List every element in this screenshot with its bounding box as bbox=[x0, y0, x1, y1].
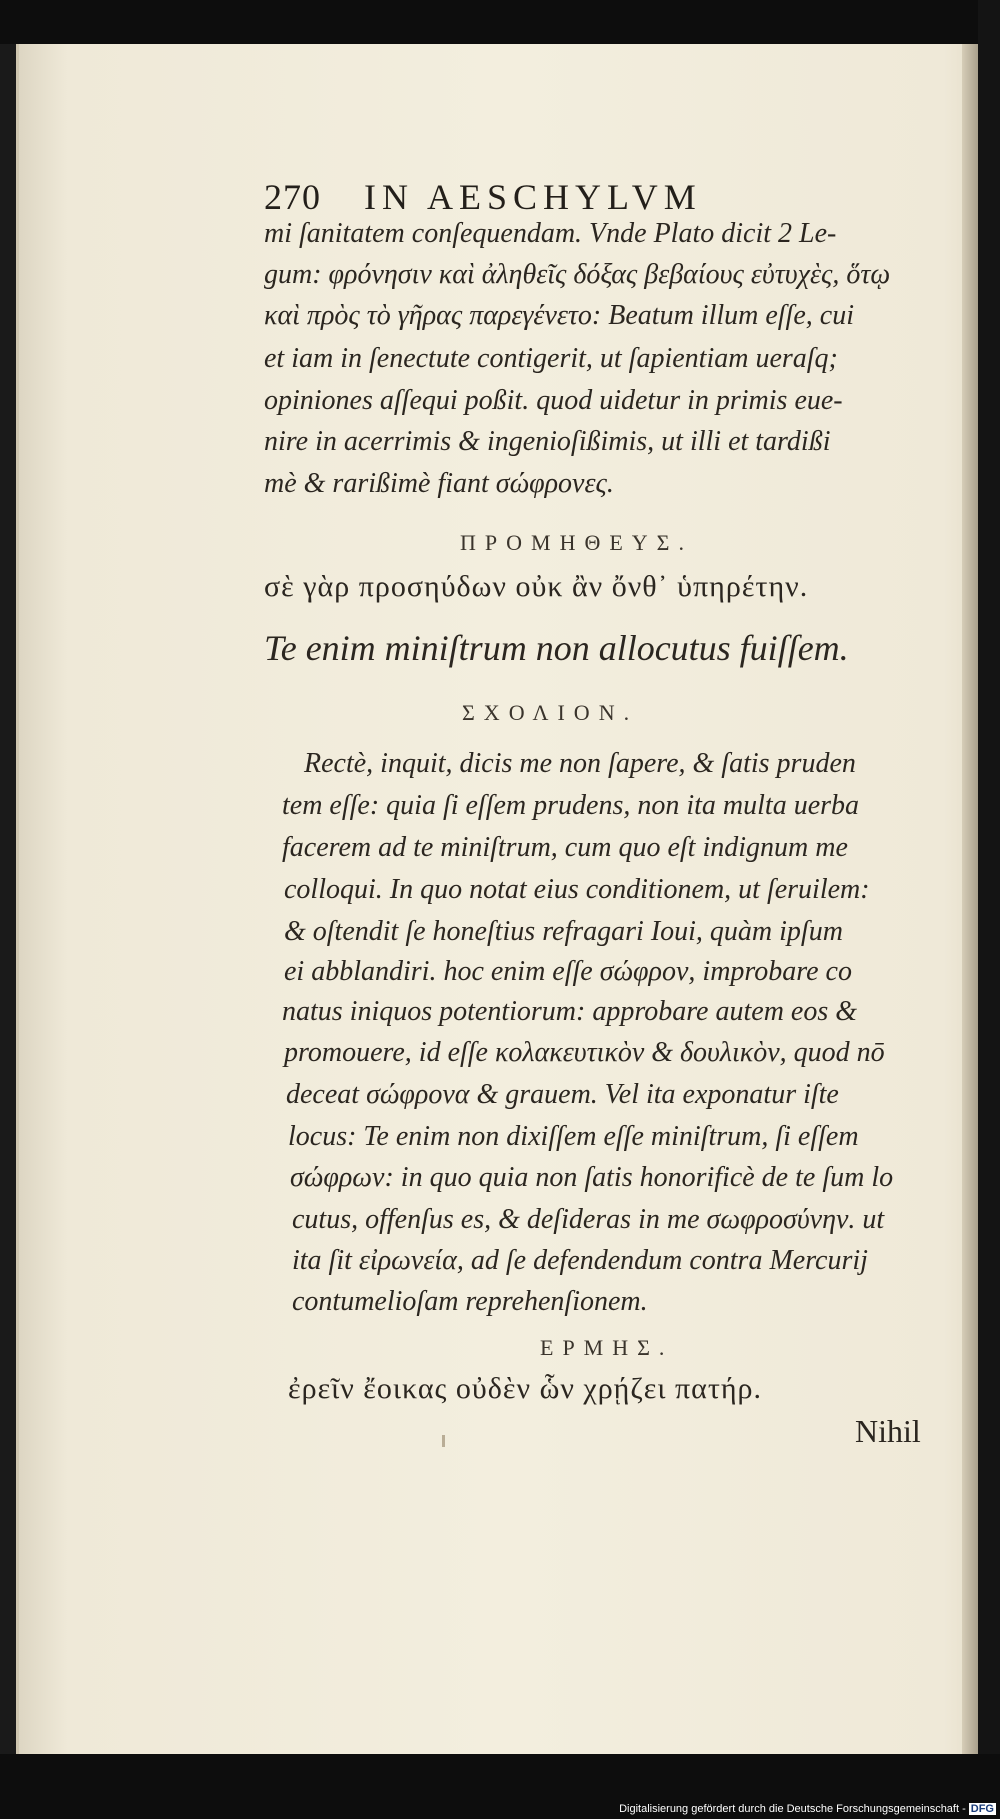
text-line: contumelioſam reprehenſionem. bbox=[292, 1286, 648, 1317]
running-header bbox=[264, 176, 824, 218]
text-line: opiniones aſſequi poßit. quod uidetur in primis eue- bbox=[264, 385, 843, 416]
digitization-credit bbox=[619, 1803, 996, 1815]
catchword: Nihil bbox=[855, 1413, 921, 1449]
scan-right-border bbox=[978, 0, 1000, 1819]
text-line: σώφρων: in quo quia non ſatis honorificè de te ſum lo bbox=[290, 1162, 894, 1193]
latin-translation-line: Te enim miniſtrum non allocutus fuiſſem. bbox=[264, 628, 849, 668]
greek-verse-line: σὲ γὰρ προσηύδων οὐκ ἂν ὄνθ᾽ ὑπηρέτην. bbox=[264, 570, 809, 603]
dfg-logo: DFG bbox=[970, 1803, 994, 1815]
speaker-prometheus: ΠΡΟΜΗΘΕΥΣ. bbox=[460, 530, 693, 555]
speaker-hermes: ΕΡΜΗΣ. bbox=[540, 1335, 674, 1360]
scan-top-border bbox=[0, 0, 1000, 44]
text-line: promouere, id eſſe κολακευτικὸν & δουλικὸν, quod nō bbox=[284, 1037, 885, 1068]
page-edge-shadow bbox=[962, 44, 978, 1754]
text-line: καὶ πρὸς τὸ γῆρας παρεγένετο: Beatum illum eſſe, cui bbox=[264, 300, 854, 331]
scholion-heading: ΣΧΟΛΙΟΝ. bbox=[462, 700, 639, 725]
text-line: & oſtendit ſe honeſtius refragari Ioui, quàm ipſum bbox=[284, 916, 843, 947]
text-line: deceat σώφρονα & grauem. Vel ita exponatur iſte bbox=[286, 1079, 839, 1110]
text-line: nire in acerrimis & ingenioſißimis, ut illi et tardißi bbox=[264, 426, 831, 457]
text-line: natus iniquos potentiorum: approbare autem eos & bbox=[282, 996, 858, 1027]
credit-text: Digitalisierung gefördert durch die Deutsche Forschungsgemeinschaft - bbox=[619, 1803, 966, 1815]
greek-verse-line: ἐρεῖν ἔοικας οὐδὲν ὧν χρῄζει πατήρ. bbox=[288, 1372, 763, 1405]
text-line: colloqui. In quo notat eius conditionem, ut ſeruilem: bbox=[284, 874, 870, 905]
text-line: mi ſanitatem conſequendam. Vnde Plato dicit 2 Le- bbox=[264, 218, 837, 249]
text-line: Rectè, inquit, dicis me non ſapere, & ſatis pruden bbox=[304, 748, 856, 779]
text-line: ei abblandiri. hoc enim eſſe σώφρον, improbare co bbox=[284, 956, 852, 987]
ink-mark bbox=[442, 1435, 445, 1447]
text-line: ita ſit εἰρωνεία, ad ſe defendendum contra Mercurij bbox=[292, 1245, 868, 1276]
text-line: facerem ad te miniſtrum, cum quo eſt indignum me bbox=[282, 832, 848, 863]
text-line: gum: φρόνησιν καὶ ἀληθεῖς δόξας βεβαίους εὐτυχὲς, ὅτῳ bbox=[264, 259, 891, 290]
text-line: cutus, offenſus es, & deſideras in me σωφροσύνην. ut bbox=[292, 1204, 885, 1235]
page-number: 270 bbox=[264, 177, 321, 217]
text-line: locus: Te enim non dixiſſem eſſe miniſtrum, ſi eſſem bbox=[288, 1121, 859, 1152]
running-title: IN AESCHYLVM bbox=[364, 177, 702, 217]
text-line: mè & rarißimè fiant σώφρονες. bbox=[264, 468, 614, 499]
text-line: et iam in ſenectute contigerit, ut ſapientiam ueraſq; bbox=[264, 343, 838, 374]
text-line: tem eſſe: quia ſi eſſem prudens, non ita multa uerba bbox=[282, 790, 860, 821]
